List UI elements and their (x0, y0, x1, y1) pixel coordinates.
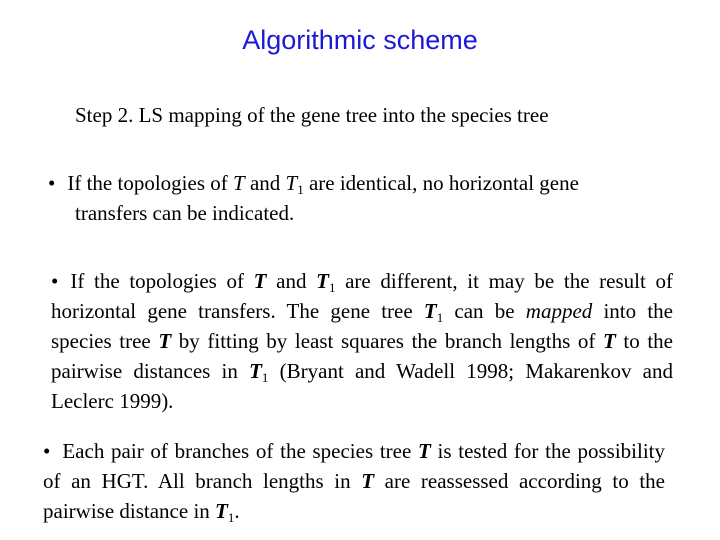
symbol-T1: T (249, 359, 262, 383)
symbol-T: T (158, 329, 172, 353)
symbol-T: T (602, 329, 616, 353)
step-heading: Step 2. LS mapping of the gene tree into the species tree (75, 103, 549, 127)
bullet-marker: • (51, 269, 59, 293)
symbol-T: T (418, 439, 431, 463)
slide-title: Algorithmic scheme (242, 25, 478, 55)
emphasis-mapped: mapped (525, 299, 593, 323)
bullet-identical-topologies: • If the topologies of T and $T_1$ are identical, no horizontal gene transfers can be indicated. (48, 171, 579, 225)
bullet-marker: • (48, 171, 56, 195)
symbol-T: T (233, 171, 245, 195)
symbol-T: T (361, 469, 375, 493)
symbol-T1: T (215, 499, 228, 523)
bullet-different-topologies: • If the topologies of T and $T_1$ are different, it may be the result of horizontal gene transfers. The gene tree $T_1$ can be mapped into the species tree T by fitting by least squares the branch lengths of T to the pairwise distances in $T_1$ (Bryant and Wadell 1998; Makarenkov and Leclerc 1999). (51, 269, 674, 413)
bullet-hgt-testing: • Each pair of branches of the species tree T is tested for the possibility of an HGT. All branch lengths in T are reassessed according to the pairwise distance in $T_1$. (43, 439, 665, 525)
symbol-T: T (253, 269, 267, 293)
symbol-T1: T (423, 299, 437, 323)
symbol-T1: T (285, 171, 298, 195)
symbol-T1: T (316, 269, 329, 293)
bullet-marker: • (43, 439, 51, 463)
